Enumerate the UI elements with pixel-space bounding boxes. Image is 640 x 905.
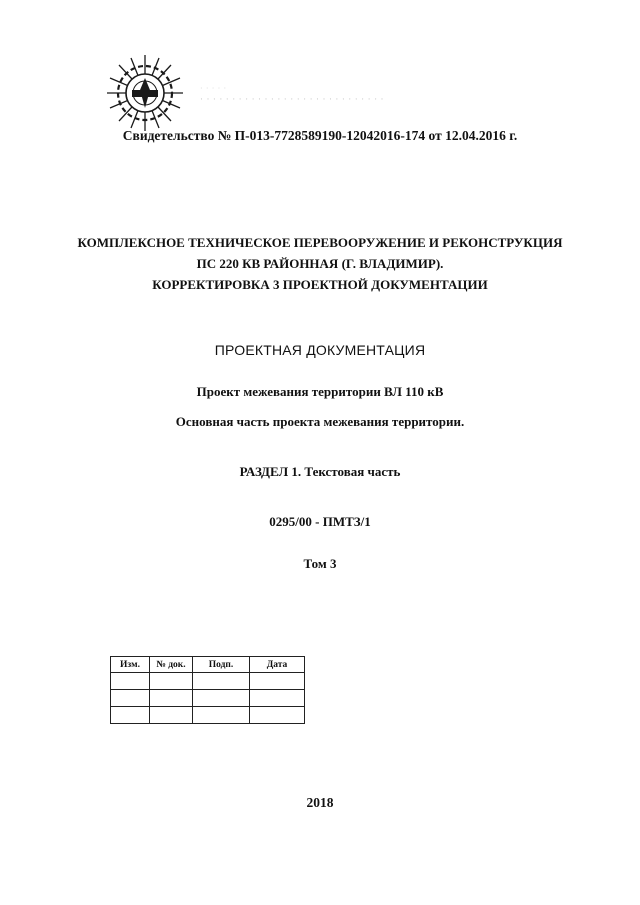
volume-number: Том 3 bbox=[303, 556, 337, 571]
document-code: 0295/00 - ПМТЗ/1 bbox=[269, 514, 371, 529]
document-title bbox=[0, 232, 640, 295]
project-name: Проект межевания территории ВЛ 110 кВ bbox=[196, 384, 444, 399]
organization-header-line2: · · · · · · · · · · · · · · · · · · · · · · · · · · · · · bbox=[200, 94, 385, 104]
header-date: Дата bbox=[250, 657, 305, 673]
certificate-line: Свидетельство № П-013-7728589190-12042016-174 от 12.04.2016 г. bbox=[122, 128, 518, 143]
section-title: РАЗДЕЛ 1. Текстовая часть bbox=[239, 464, 401, 479]
table-row bbox=[111, 707, 305, 724]
table-cell bbox=[193, 707, 250, 724]
header-signature: Подп. bbox=[193, 657, 250, 673]
table-cell bbox=[250, 707, 305, 724]
title-line-1: КОМПЛЕКСНОЕ ТЕХНИЧЕСКОЕ ПЕРЕВООРУЖЕНИЕ И РЕКОНСТРУКЦИЯ bbox=[77, 235, 563, 250]
title-line-2: ПС 220 КВ РАЙОННАЯ (Г. ВЛАДИМИР). bbox=[196, 256, 444, 271]
table-row bbox=[111, 673, 305, 690]
company-logo-icon bbox=[104, 52, 186, 134]
table-cell bbox=[193, 673, 250, 690]
main-part-title: Основная часть проекта межевания территории. bbox=[175, 414, 465, 429]
revision-table bbox=[110, 656, 305, 724]
table-cell bbox=[250, 690, 305, 707]
document-kind: ПРОЕКТНАЯ ДОКУМЕНТАЦИЯ bbox=[214, 342, 426, 358]
table-cell bbox=[111, 690, 150, 707]
table-cell bbox=[111, 707, 150, 724]
table-cell bbox=[150, 690, 193, 707]
table-cell bbox=[111, 673, 150, 690]
document-year: 2018 bbox=[306, 795, 334, 810]
table-cell bbox=[250, 673, 305, 690]
organization-header-line1: · · · · · bbox=[200, 84, 227, 93]
table-cell bbox=[193, 690, 250, 707]
table-cell bbox=[150, 707, 193, 724]
revision-table-header bbox=[111, 657, 305, 673]
header-change: Изм. bbox=[111, 657, 150, 673]
table-cell bbox=[150, 673, 193, 690]
title-line-3: КОРРЕКТИРОВКА 3 ПРОЕКТНОЙ ДОКУМЕНТАЦИИ bbox=[152, 277, 488, 292]
table-row bbox=[111, 690, 305, 707]
organization-header bbox=[200, 84, 592, 104]
header-doc-number: № док. bbox=[150, 657, 193, 673]
